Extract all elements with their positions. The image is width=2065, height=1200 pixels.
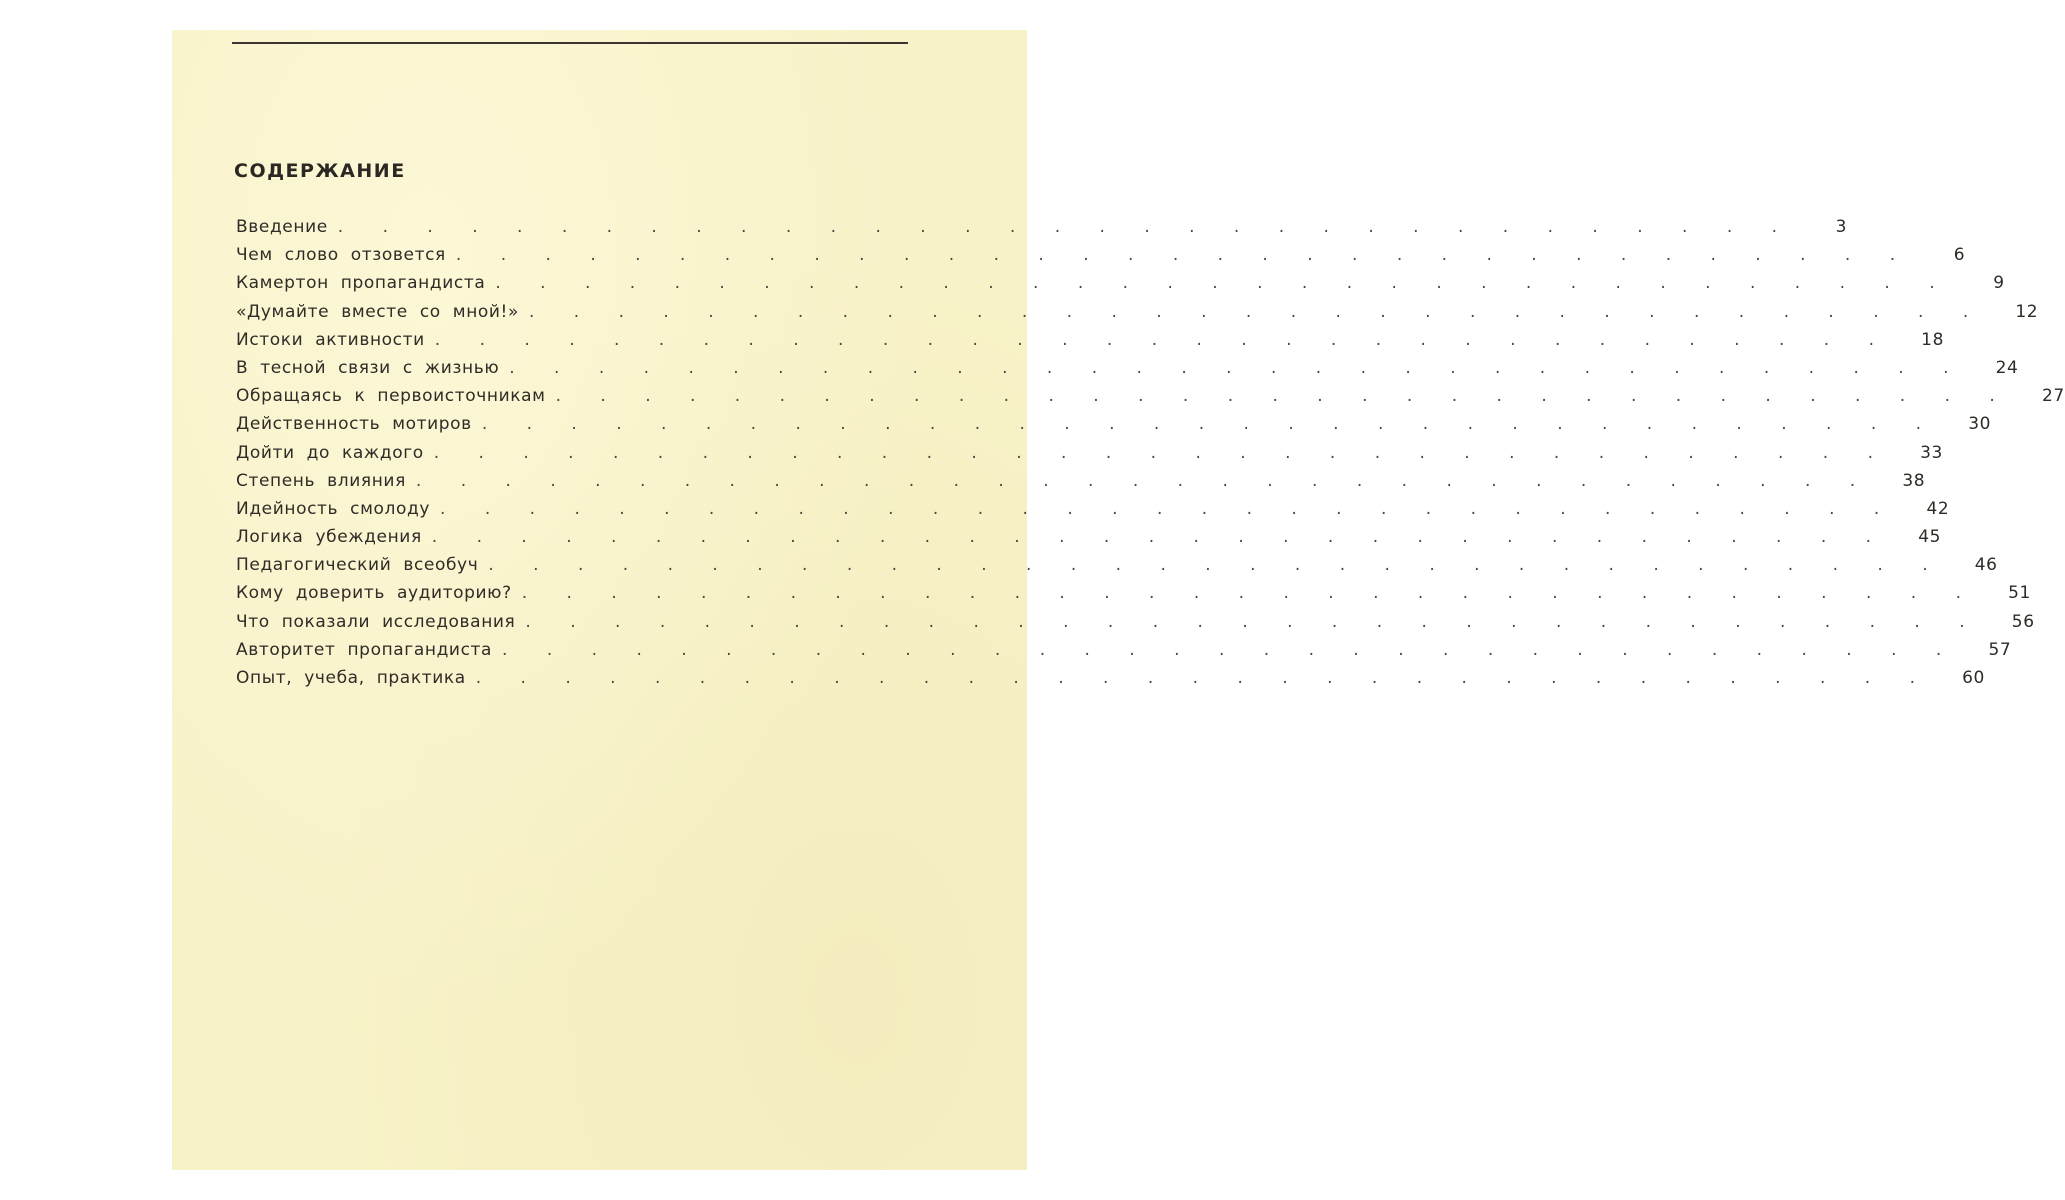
toc-dot-leader: . . . . . . . . . . . . . . . . . . . . . . . . . . . . . . . . .: [525, 611, 1979, 632]
toc-entry-title: Дойти до каждого: [236, 442, 424, 463]
toc-entry-title: Действенность мотиров: [236, 414, 472, 435]
toc-entry: [236, 386, 2065, 414]
toc-dot-leader: . . . . . . . . . . . . . . . . . . . . . . . . . . . . . . . . .: [431, 527, 1886, 548]
toc-dot-leader: . . . . . . . . . . . . . . . . . . . . . . . . . . . . . . . . .: [555, 386, 2009, 407]
toc-entry: [236, 498, 1950, 527]
toc-entry-title: Идейность смолоду: [236, 498, 431, 519]
toc-dot-leader: . . . . . . . . . . . . . . . . . . . . . . . . . . . . . . . . .: [528, 301, 1983, 322]
toc-list: [236, 217, 2065, 696]
top-rule: [232, 42, 908, 44]
toc-dot-leader: . . . . . . . . . . . . . . . . . . . . . . . . . . . . . . . . .: [509, 357, 1963, 378]
toc-entry-title: Степень влияния: [236, 470, 406, 491]
toc-entry: [236, 442, 1943, 471]
toc-entry: [236, 329, 1945, 358]
toc-dot-leader: . . . . . . . . . . . . . . . . . . . . . . . . . . . . . . . . .: [495, 273, 1949, 294]
toc-dot-leader: . . . . . . . . . . . . . . . . . . . . . . . . . . . . . . . . .: [475, 668, 1929, 688]
toc-entry-title: Чем слово отзовется: [236, 245, 446, 266]
toc-entry-page: 42: [1926, 498, 1950, 519]
toc-entry: [236, 555, 1998, 583]
toc-entry-page: 46: [1974, 555, 1998, 576]
toc-entry-title: «Думайте вместе со мной!»: [236, 301, 519, 322]
toc-entry-title: Что показали исследования: [236, 611, 516, 632]
toc-dot-leader: . . . . . . . . . . . . . . . . . . . . . . . . . . . . . . . . .: [415, 470, 1870, 491]
toc-entry: [236, 668, 1985, 696]
toc-entry-title: Кому доверить аудиторию?: [236, 583, 512, 604]
toc-entry-title: В тесной связи с жизнью: [236, 357, 500, 378]
toc-entry-title: Обращаясь к первоисточникам: [236, 386, 546, 407]
toc-dot-leader: . . . . . . . . . . . . . . . . . . . . . . . . . . . . . . . . .: [337, 217, 1792, 237]
book-page: [172, 30, 2065, 1170]
toc-entry-page: 6: [1953, 245, 1966, 266]
toc-entry-page: 57: [1988, 639, 2012, 660]
toc-entry: [236, 470, 1926, 499]
toc-entry-page: 9: [1993, 273, 2005, 294]
toc-dot-leader: . . . . . . . . . . . . . . . . . . . . . . . . . . . . . . . . .: [433, 442, 1887, 463]
toc-dot-leader: . . . . . . . . . . . . . . . . . . . . . . . . . . . . . . . . .: [521, 583, 1975, 604]
toc-entry-title: Истоки активности: [236, 329, 425, 350]
toc-entry-page: 24: [1995, 357, 2019, 378]
toc-entry-page: 33: [1920, 442, 1943, 463]
toc-dot-leader: . . . . . . . . . . . . . . . . . . . . . . . . . . . . . . . . .: [481, 414, 1936, 435]
toc-entry: [236, 301, 2039, 330]
toc-entry-page: 45: [1918, 527, 1942, 548]
toc-entry: [236, 583, 2031, 611]
toc-dot-leader: . . . . . . . . . . . . . . . . . . . . . . . . . . . . . . . . .: [502, 639, 1956, 660]
toc-dot-leader: . . . . . . . . . . . . . . . . . . . . . . . . . . . . . . . . .: [440, 498, 1894, 519]
toc-entry-title: Авторитет пропагандиста: [236, 639, 493, 660]
toc-entry-page: 18: [1921, 329, 1945, 350]
toc-entry: [236, 639, 2012, 668]
toc-entry-page: 38: [1902, 470, 1926, 491]
toc-entry-title: Педагогический всеобуч: [236, 555, 479, 576]
toc-entry-page: 12: [2015, 301, 2039, 322]
toc-entry: [236, 217, 1848, 245]
toc-entry-title: Камертон пропагандиста: [236, 273, 486, 294]
toc-entry: [236, 273, 2005, 301]
toc-entry-title: Опыт, учеба, практика: [236, 668, 466, 688]
toc-entry: [236, 245, 1966, 273]
toc-entry-page: 56: [2011, 611, 2035, 632]
toc-entry: [236, 414, 1992, 442]
toc-entry-page: 27: [2041, 386, 2065, 407]
toc-entry: [236, 527, 1942, 555]
toc-entry-page: 60: [1962, 668, 1985, 688]
toc-entry-page: 3: [1835, 217, 1848, 237]
toc-entry-page: 51: [2008, 583, 2031, 604]
toc-entry: [236, 611, 2035, 640]
toc-entry-title: Введение: [236, 217, 328, 237]
toc-entry-title: Логика убеждения: [236, 527, 422, 548]
toc-heading: СОДЕРЖАНИЕ: [234, 160, 406, 182]
toc-dot-leader: . . . . . . . . . . . . . . . . . . . . . . . . . . . . . . . . .: [434, 329, 1889, 350]
toc-dot-leader: . . . . . . . . . . . . . . . . . . . . . . . . . . . . . . . . .: [488, 555, 1942, 576]
toc-entry: [236, 357, 2019, 386]
toc-entry-page: 30: [1968, 414, 1992, 435]
toc-dot-leader: . . . . . . . . . . . . . . . . . . . . . . . . . . . . . . . . .: [455, 245, 1910, 266]
